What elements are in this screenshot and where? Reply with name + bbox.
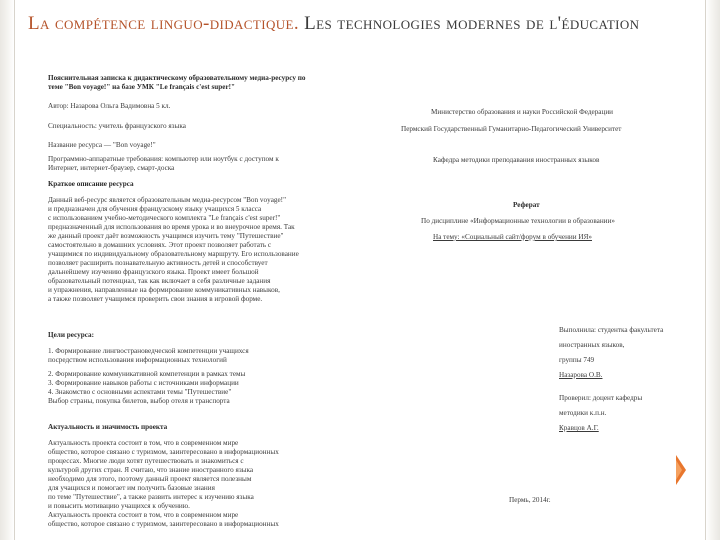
left-brief-line: позволяет расширить познавательную активность детей и способствует [48, 259, 268, 267]
left-intro-line: теме "Bon voyage!" на базе УМК "Le français c'est super!" [48, 83, 236, 91]
left-relevance-line: по теме "Путешествие", а также развить интерес к изучению языка [48, 493, 254, 501]
right-performed-line: группы 749 [559, 356, 595, 364]
left-specialty: Специальность: учитель французского языка [48, 122, 186, 130]
left-goal-item: 4. Знакомство с основными аспектами темы "Путешествие" [48, 388, 232, 396]
left-relevance-line: общество, которое связано с туризмом, заинтересовано в информационных [48, 520, 279, 528]
left-relevance-line: и повысить мотивацию учащихся к обучению. [48, 502, 190, 510]
slide-frame-left [0, 0, 14, 540]
left-author: Автор: Назарова Ольга Вадимовна 5 кл. [48, 102, 171, 110]
left-relevance-line: Актуальность проекта состоит в том, что в современном мире [48, 511, 239, 519]
left-intro-line: Пояснительная записка к дидактическому образовательному медиа-ресурсу по [48, 74, 306, 82]
right-university: Пермский Государственный Гуманитарно-Педагогический Университет [401, 125, 622, 133]
left-brief-line: Данный веб-ресурс является образовательным медиа-ресурсом "Bon voyage!" [48, 196, 287, 204]
slide-title-rest: Les technologies modernes de l'éducation [304, 13, 640, 34]
right-checked-line: методики к.п.н. [559, 409, 607, 417]
left-brief-line: самостоятельно в домашних условиях. Этот проект позволяет работать с [48, 241, 272, 249]
left-document-page [48, 72, 330, 532]
left-relevance-line: необходимо для этого, поэтому данный проект является полезным [48, 475, 252, 483]
left-brief-line: дальнейшему изучению французского языка. Проект имеет большой [48, 268, 259, 276]
right-performed-line: Выполнила: студентка факультета [559, 326, 664, 334]
slide-frame-right [706, 0, 720, 540]
left-goal-item: 3. Формирование навыков работы с источниками информации [48, 379, 239, 387]
right-city-year: Пермь, 2014г. [509, 496, 551, 504]
left-relevance-line: процессах. Многие люди хотят путешествовать и знакомиться с [48, 457, 244, 465]
left-goal-item: посредством использования информационных технологий [48, 356, 227, 364]
left-brief-line: предназначенный для использования во время урока и во внеурочное время. Так [48, 223, 295, 231]
left-brief-line: а также позволяет учащимся проверить свои знания в игровой форме. [48, 295, 263, 303]
right-discipline: По дисциплине «Информационные технологии в образовании» [421, 217, 615, 225]
next-slide-arrow-icon[interactable] [676, 455, 686, 485]
left-goal-item: 1. Формирование лингвострановедческой компетенции учащихся [48, 347, 249, 355]
left-goal-item: 2. Формирование коммуникативной компетенции в рамках темы [48, 370, 246, 378]
right-topic: На тему: «Социальный сайт/форум в обучении ИЯ» [433, 233, 592, 241]
left-goals-heading: Цели ресурса: [48, 331, 94, 339]
frame-rule-right [705, 0, 706, 540]
left-brief-line: образовательный потенциал, так как включает в себя различные задания [48, 277, 271, 285]
left-relevance-line: культурой других стран. Я считаю, что знание иностранного языка [48, 466, 254, 474]
right-document-page [395, 108, 685, 508]
left-software-line: Программно-аппаратные требования: компьютер или ноутбук с доступом к [48, 155, 279, 163]
slide-title-accent: La compétence linguo-didactique. [28, 13, 305, 34]
left-brief-line: и упражнения, направленные на формирование коммуникативных навыков, [48, 286, 280, 294]
left-relevance-line: для учащихся и помогает им получить базовые знания [48, 484, 215, 492]
right-ministry: Министерство образования и науки Российской Федерации [431, 108, 614, 116]
frame-rule-left [14, 0, 15, 540]
left-brief-line: с использованием учебно-методического комплекта "Le français c'est super!" [48, 214, 281, 222]
left-relevance-heading: Актуальность и значимость проекта [48, 423, 168, 431]
left-resource-name: Название ресурса — "Bon voyage!" [48, 141, 156, 149]
right-department: Кафедра методики преподавания иностранных языков [433, 156, 600, 164]
left-brief-line: учащимися по индивидуальному образовательному маршруту. Его использование [48, 250, 299, 258]
left-brief-line: же данный проект даёт возможность учащимся изучить тему "Путешествие" [48, 232, 284, 240]
left-goal-item: Выбор страны, покупка билетов, выбор отеля и транспорта [48, 397, 230, 405]
left-brief-line: и предназначен для обучения французскому языку учащихся 5 класса [48, 205, 262, 213]
slide-title [28, 8, 668, 40]
right-checked-line: Проверил: доцент кафедры [559, 394, 643, 402]
left-brief-heading: Краткое описание ресурса [48, 180, 134, 188]
left-relevance-line: общество, которое связано с туризмом, заинтересовано в информационных [48, 448, 279, 456]
right-doc-type: Реферат [513, 201, 540, 209]
right-performed-line: Назарова О.В. [559, 371, 603, 379]
left-relevance-line: Актуальность проекта состоит в том, что в современном мире [48, 439, 239, 447]
right-checked-line: Кравцов А.Г. [559, 424, 599, 432]
right-performed-line: иностранных языков, [559, 341, 625, 349]
left-software-line: Интернет, интернет-браузер, смарт-доска [48, 164, 175, 172]
